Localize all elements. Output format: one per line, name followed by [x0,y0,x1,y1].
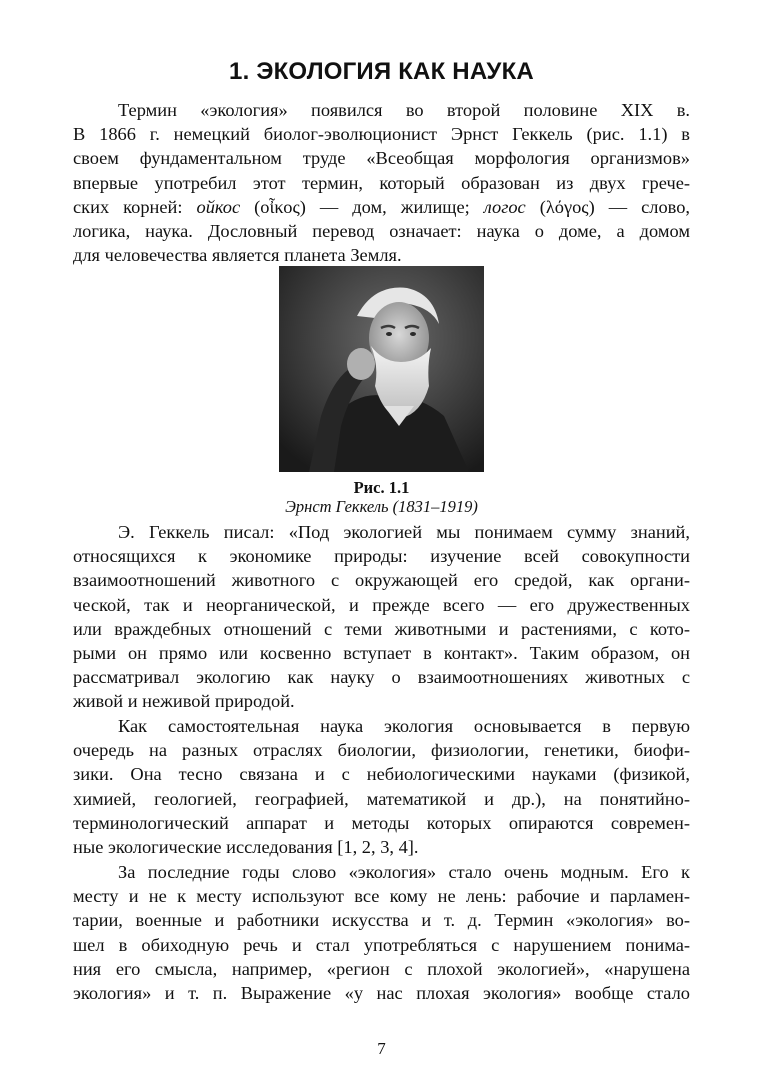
intro-paragraph [73,98,690,267]
intro-text: (οἶκος) — дом, жилище; [240,196,484,217]
intro-line: впервые употребил этот термин, который образован из двух грече- [73,172,690,193]
paragraph-line: очередь на разных отраслях биологии, физиологии, генетики, биофи- [73,740,690,761]
intro-text: ских корней: [73,196,197,217]
fashion-paragraph [73,860,690,1005]
paragraph-line: живой и неживой природой. [73,691,295,712]
paragraph-line: За последние годы слово «экология» стало очень модным. Его к [118,862,690,882]
intro-line: своем фундаментальном труде «Всеобщая морфология организмов» [73,148,690,169]
paragraph-line: рыми он прямо или косвенно вступает в контакт». Таким образом, он [73,643,690,664]
paragraph-line: взаимоотношений животного с окружающей его средой, как органи- [73,570,690,591]
intro-text: (λόγος) — слово, [525,196,690,217]
intro-line: Термин «экология» появился во второй половине XIX в. [118,100,690,120]
paragraph-line: Э. Геккель писал: «Под экологией мы понимаем сумму знаний, [118,522,690,542]
independent-science-paragraph [73,714,690,859]
paragraph-line: рассматривал экологию как науку о взаимоотношениях животных с [73,667,690,688]
intro-line-greek-roots [73,195,690,219]
paragraph-line: экология» и т. п. Выражение «у нас плохая экология» вообще стало [73,983,690,1004]
paragraph-line: зики. Она тесно связана и с небиологическими науками (физикой, [73,764,690,785]
paragraph-line: Как самостоятельная наука экология основывается в первую [118,716,690,736]
paragraph-line: месту и не к месту используют все кому не лень: рабочие и парламен- [73,886,690,907]
figure-label: Рис. 1.1 [353,478,410,497]
intro-line: для человечества является планета Земля. [73,245,402,266]
intro-line: логика, наука. Дословный перевод означает: наука о доме, а домом [73,221,690,242]
paragraph-line: шел в обиходную речь и стал употребляться с нарушением понима- [73,934,690,955]
paragraph-line: ния его смысла, например, «регион с плохой экологией», «нарушена [73,958,690,979]
intro-line: В 1866 г. немецкий биолог-эволюционист Эрнст Геккель (рис. 1.1) в [73,124,690,145]
figure-caption: Эрнст Геккель (1831–1919) [285,497,478,516]
portrait-photo-icon [279,266,484,472]
paragraph-line: или враждебных отношений с теми животными и растениями, с кото- [73,618,690,639]
book-page [73,0,690,1079]
paragraph-line: относящихся к экономике природы: изучение всей совокупности [73,546,690,567]
term-logos: логос [483,196,526,217]
paragraph-line: терминологический аппарат и методы которых опираются современ- [73,812,690,833]
paragraph-line: ные экологические исследования [1, 2, 3, 4]. [73,837,419,858]
haeckel-quote-paragraph [73,520,690,714]
term-oikos: ойкос [196,196,241,217]
paragraph-line: тарии, военные и работники искусства и т. д. Термин «экология» во- [73,910,690,931]
page-number: 7 [377,1039,386,1058]
paragraph-line: химией, геологией, географией, математикой и др.), на понятийно- [73,788,690,809]
paragraph-line: ческой, так и неорганической, и прежде всего — его дружественных [73,594,690,615]
chapter-title: 1. ЭКОЛОГИЯ КАК НАУКА [229,58,534,85]
